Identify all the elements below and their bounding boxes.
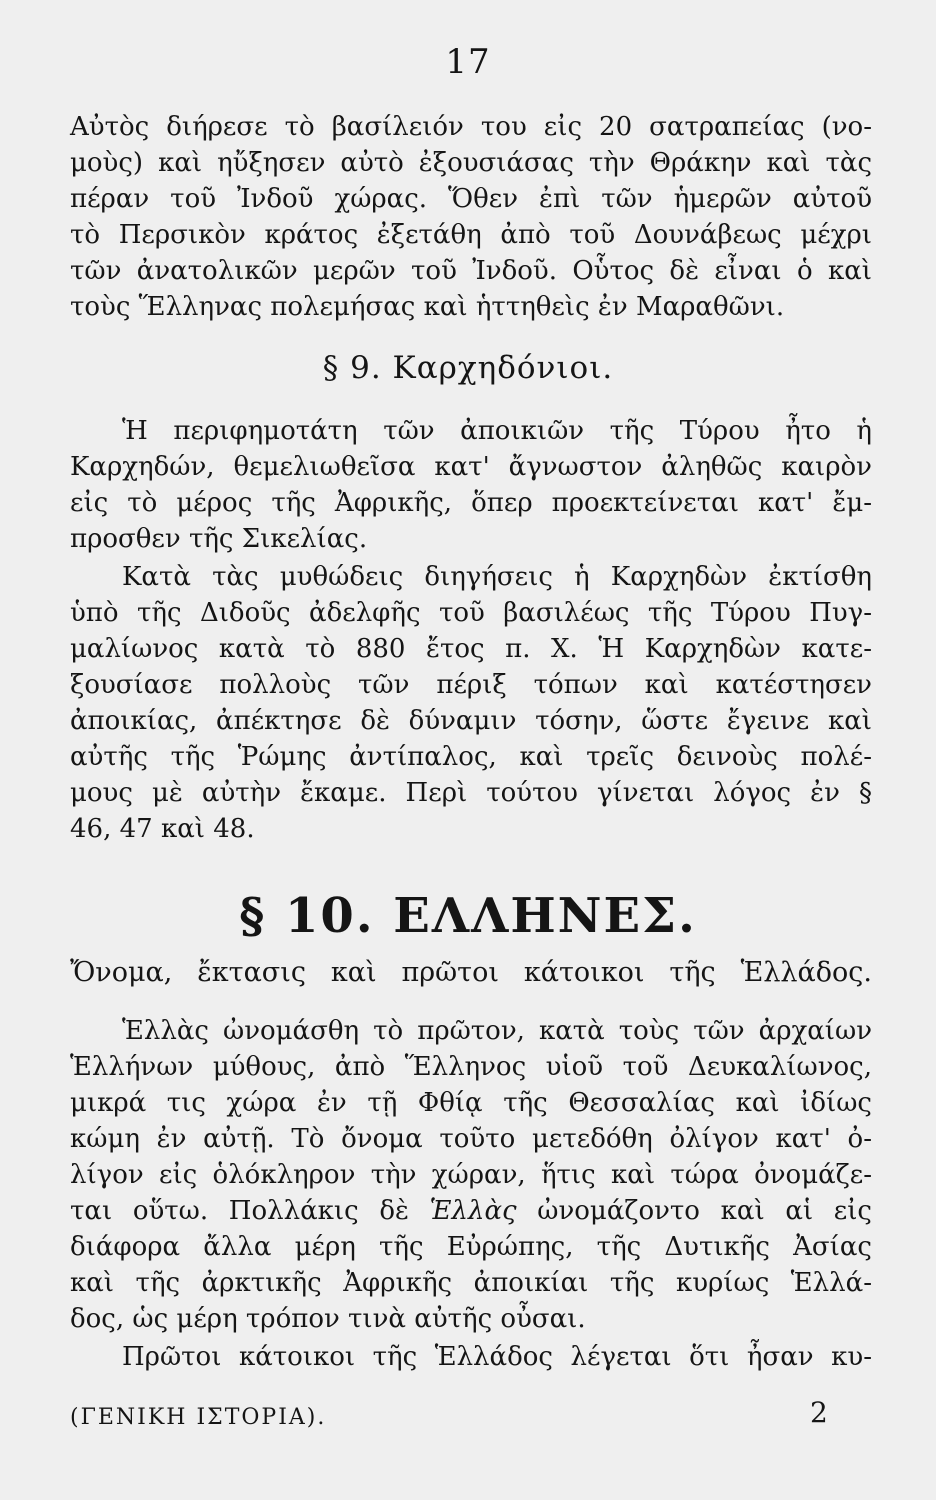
paragraph-line: Αὐτὸς διήρεσε τὸ βασίλειόν του εἰς 20 σατραπείας (νο- (70, 112, 872, 142)
paragraph-line: μοὺς) καὶ ηὔξησεν αὐτὸ ἐξουσιάσας τὴν Θράκην καὶ τὰς (70, 148, 872, 178)
paragraph-line: Ἑλλήνων μύθους, ἀπὸ Ἕλληνος υἱοῦ τοῦ Δευκαλίωνος, (70, 1052, 872, 1082)
paragraph-line: καὶ τῆς ἀρκτικῆς Ἀφρικῆς ἀποικίαι τῆς κυρίως Ἑλλά- (70, 1268, 872, 1298)
italic-word: Ἑλλὰς (429, 1196, 517, 1226)
section-10-heading: § 10. ΕΛΛΗΝΕΣ. (239, 888, 697, 944)
paragraph-line: προσθεν τῆς Σικελίας. (70, 524, 368, 554)
paragraph-line (70, 1194, 872, 1228)
paragraph-line: ὑπὸ τῆς Διδοῦς ἀδελφῆς τοῦ βασιλέως τῆς Τύρου Πυγ- (70, 598, 872, 628)
paragraph-line: Καρχηδών, θεμελιωθεῖσα κατ' ἄγνωστον ἀληθῶς καιρὸν (70, 452, 872, 482)
paragraph-line: μαλίωνος κατὰ τὸ 880 ἔτος π. Χ. Ἡ Καρχηδὼν κατε- (70, 634, 872, 664)
footer-signature-number: 2 (810, 1396, 828, 1429)
paragraph-line: Κατὰ τὰς μυθώδεις διηγήσεις ἡ Καρχηδὼν ἐκτίσθη (122, 562, 872, 592)
line-text: ὠνομάζοντο καὶ αἱ εἰς (516, 1196, 872, 1226)
paragraph-line: ξουσίασε πολλοὺς τῶν πέριξ τόπων καὶ κατέστησεν (70, 670, 872, 700)
paragraph-line: τοὺς Ἕλληνας πολεμήσας καὶ ἡττηθεὶς ἐν Μαραθῶνι. (70, 292, 785, 322)
line-text: ται οὕτω. Πολλάκις δὲ (70, 1196, 430, 1226)
paragraph-line: εἰς τὸ μέρος τῆς Ἀφρικῆς, ὅπερ προεκτείνεται κατ' ἔμ- (70, 488, 872, 518)
section-10-subtitle: Ὄνομα, ἔκτασις καὶ πρῶτοι κάτοικοι τῆς Ἑλλάδος. (70, 957, 872, 988)
paragraph-line: 46, 47 καὶ 48. (70, 814, 255, 844)
paragraph-line: Ἑλλὰς ὠνομάσθη τὸ πρῶτον, κατὰ τοὺς τῶν ἀρχαίων (122, 1016, 872, 1046)
paragraph-line: τὸ Περσικὸν κράτος ἐξετάθη ἀπὸ τοῦ Δουνάβεως μέχρι (70, 220, 872, 250)
paragraph-line: τῶν ἀνατολικῶν μερῶν τοῦ Ἰνδοῦ. Οὗτος δὲ εἶναι ὁ καὶ (70, 256, 872, 286)
section-9-heading: § 9. Καρχηδόνιοι. (322, 350, 614, 386)
paragraph-line: πέραν τοῦ Ἰνδοῦ χώρας. Ὅθεν ἐπὶ τῶν ἡμερῶν αὐτοῦ (70, 184, 872, 214)
paragraph-line: κώμη ἐν αὐτῇ. Τὸ ὄνομα τοῦτο μετεδόθη ὀλίγον κατ' ὀ- (70, 1124, 872, 1154)
paragraph-line: Ἡ περιφημοτάτη τῶν ἀποικιῶν τῆς Τύρου ἦτο ἡ (122, 416, 872, 446)
paragraph-line: αὐτῆς τῆς Ῥώμης ἀντίπαλος, καὶ τρεῖς δεινοὺς πολέ- (70, 742, 872, 772)
paragraph-line: λίγον εἰς ὁλόκληρον τὴν χώραν, ἥτις καὶ τώρα ὀνομάζε- (70, 1160, 872, 1190)
paragraph-line: ἀποικίας, ἀπέκτησε δὲ δύναμιν τόσην, ὥστε ἔγεινε καὶ (70, 706, 872, 736)
paragraph-line: διάφορα ἄλλα μέρη τῆς Εὐρώπης, τῆς Δυτικῆς Ἀσίας (70, 1232, 872, 1262)
paragraph-line: Πρῶτοι κάτοικοι τῆς Ἑλλάδος λέγεται ὅτι ἦσαν κυ- (122, 1342, 872, 1372)
paragraph-line: μικρά τις χώρα ἐν τῇ Φθίᾳ τῆς Θεσσαλίας καὶ ἰδίως (70, 1088, 872, 1118)
page-number: 17 (445, 42, 491, 82)
paragraph-line: μους μὲ αὐτὴν ἔκαμε. Περὶ τούτου γίνεται λόγος ἐν § (70, 778, 872, 808)
footer-title: (ΓΕΝΙΚΗ ΙΣΤΟΡΙΑ). (70, 1405, 327, 1430)
paragraph-line: δος, ὡς μέρη τρόπον τινὰ αὐτῆς οὖσαι. (70, 1304, 586, 1334)
